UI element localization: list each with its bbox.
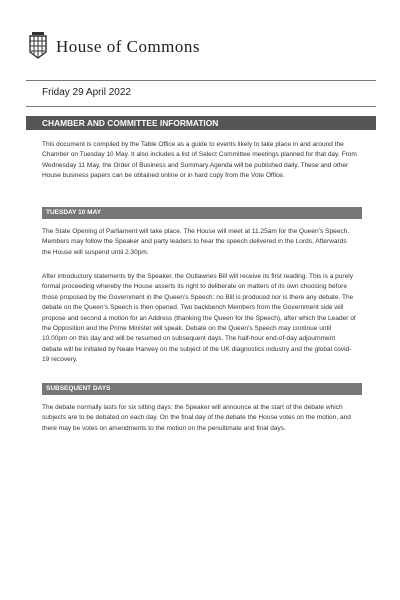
- tuesday-paragraph-2: After introductory statements by the Speaker, the Outlawries Bill will receive its first reading. This is a purely formal proceeding whereby the House asserts its right to deliberate on matters of its own choosing before those proposed by the Government in the Queen’s Speech: no Bill is produced nor is there any debate. The debate on the Queen’s Speech is then opened. Two backbench Members from the Government side will propose and second a motion for an Address (thanking the Queen for the Speech), after which the Leader of the Opposition and the Prime Minister will speak. Debate on the Queen’s Speech may continue until 10.00pm on this day and will be resumed on subsequent days. The half-hour end-of-day adjournment debate will be initiated by Neale Hanvey on the subject of the UK diagnostics industry and the global covid-19 recovery.: [42, 273, 356, 364]
- portcullis-icon: [26, 30, 50, 60]
- main-section-heading: CHAMBER AND COMMITTEE INFORMATION: [26, 116, 376, 130]
- document-date: Friday 29 April 2022: [42, 87, 131, 98]
- tuesday-paragraph-1: The State Opening of Parliament will take place. The House will meet at 11.25am for the Queen’s Speech. Members may follow the Speaker and party leaders to hear the speech delivered in the Lords. Afterwards the House will suspend until 2.30pm.: [42, 228, 350, 256]
- page-header: [26, 30, 386, 66]
- date-divider: [26, 106, 376, 107]
- tuesday-heading: TUESDAY 10 MAY: [42, 207, 362, 219]
- intro-paragraph: This document is compiled by the Table Office as a guide to events likely to take place in and around the Chamber on Tuesday 10 May. It also includes a list of Select Committee meetings planned for that day. From Wednesday 11 May, the Order of Business and Summary Agenda will be published daily. These and other House business papers can be obtained online or in hard copy from the Vote Office.: [42, 141, 357, 180]
- subsequent-days-heading: SUBSEQUENT DAYS: [42, 383, 362, 395]
- house-title: House of Commons: [56, 37, 200, 56]
- subsequent-days-paragraph: The debate normally lasts for six sitting days: the Speaker will announce at the start of the debate which subjects are to be debated on each day. On the final day of the debate the House votes on the motion, and there may be votes on amendments to the motion on the penultimate and final days.: [42, 404, 351, 432]
- header-divider: [26, 80, 376, 81]
